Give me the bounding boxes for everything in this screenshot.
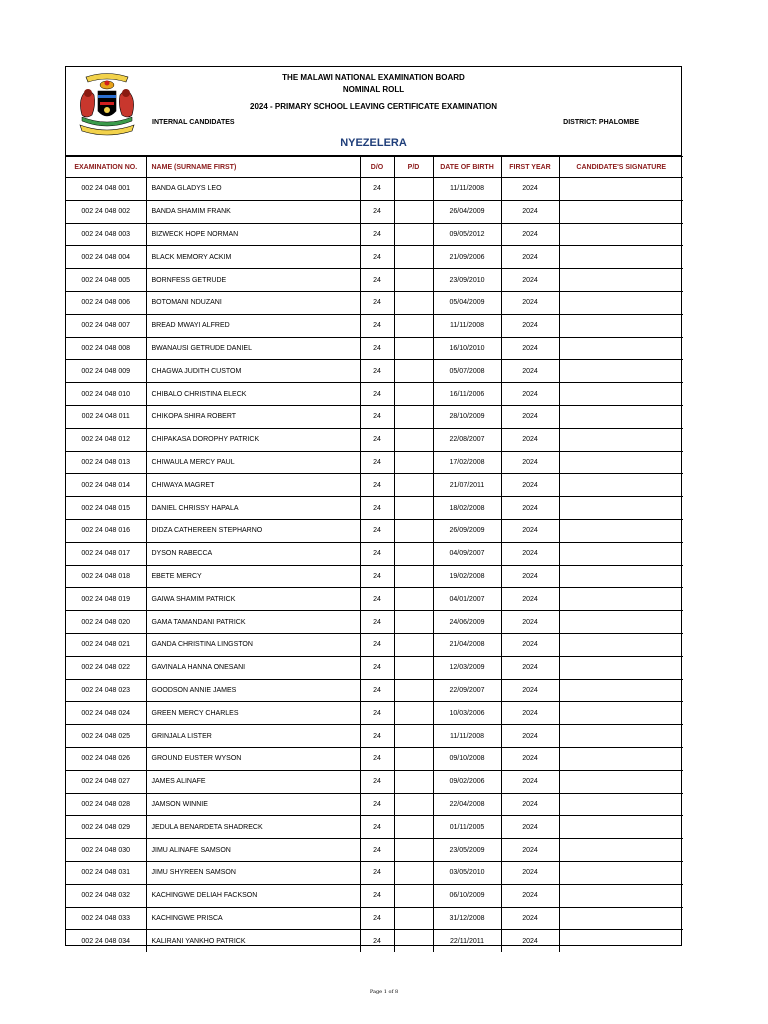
exam-number: 002 24 048 025 (66, 725, 146, 748)
candidate-name: JAMSON WINNIE (146, 793, 360, 816)
date-of-birth: 24/06/2009 (433, 611, 501, 634)
candidate-name: JIMU ALINAFE SAMSON (146, 839, 360, 862)
first-year: 2024 (501, 519, 559, 542)
exam-number: 002 24 048 029 (66, 816, 146, 839)
first-year: 2024 (501, 383, 559, 406)
signature-cell (559, 725, 683, 748)
date-of-birth: 16/11/2006 (433, 383, 501, 406)
table-row (66, 519, 683, 542)
first-year: 2024 (501, 907, 559, 930)
date-of-birth: 21/04/2008 (433, 633, 501, 656)
exam-number: 002 24 048 012 (66, 428, 146, 451)
first-year: 2024 (501, 611, 559, 634)
exam-number: 002 24 048 026 (66, 747, 146, 770)
table-body (66, 178, 683, 953)
date-of-birth: 23/09/2010 (433, 269, 501, 292)
signature-cell (559, 702, 683, 725)
first-year: 2024 (501, 428, 559, 451)
do-value: 24 (360, 656, 394, 679)
first-year: 2024 (501, 451, 559, 474)
candidate-name: DIDZA CATHEREEN STEPHARNO (146, 519, 360, 542)
exam-number: 002 24 048 034 (66, 930, 146, 952)
signature-cell (559, 930, 683, 952)
do-value: 24 (360, 542, 394, 565)
candidate-name: GANDA CHRISTINA LINGSTON (146, 633, 360, 656)
pd-value (394, 451, 433, 474)
date-of-birth: 09/02/2006 (433, 770, 501, 793)
date-of-birth: 05/07/2008 (433, 360, 501, 383)
table-row (66, 588, 683, 611)
table-row (66, 246, 683, 269)
candidate-name: CHIPAKASA DOROPHY PATRICK (146, 428, 360, 451)
pd-value (394, 542, 433, 565)
candidates-table (66, 156, 683, 952)
candidate-name: BANDA SHAMIM FRANK (146, 200, 360, 223)
date-of-birth: 18/02/2008 (433, 497, 501, 520)
pd-value (394, 246, 433, 269)
pd-value (394, 588, 433, 611)
centre-name: NYEZELERA (340, 137, 407, 149)
pd-value (394, 565, 433, 588)
table-row (66, 291, 683, 314)
pd-value (394, 907, 433, 930)
signature-cell (559, 656, 683, 679)
do-value: 24 (360, 451, 394, 474)
exam-number: 002 24 048 002 (66, 200, 146, 223)
table-row (66, 611, 683, 634)
table-row (66, 816, 683, 839)
candidate-name: JIMU SHYREEN SAMSON (146, 861, 360, 884)
date-of-birth: 26/09/2009 (433, 519, 501, 542)
do-value: 24 (360, 725, 394, 748)
candidate-name: GAVINALA HANNA ONESANI (146, 656, 360, 679)
exam-number: 002 24 048 005 (66, 269, 146, 292)
do-value: 24 (360, 200, 394, 223)
table-row (66, 702, 683, 725)
signature-cell (559, 200, 683, 223)
first-year: 2024 (501, 200, 559, 223)
candidate-name: BWANAUSI GETRUDE DANIEL (146, 337, 360, 360)
exam-number: 002 24 048 018 (66, 565, 146, 588)
signature-cell (559, 861, 683, 884)
do-value: 24 (360, 884, 394, 907)
pd-value (394, 656, 433, 679)
col-exam-no: EXAMINATION NO. (66, 157, 146, 178)
first-year: 2024 (501, 702, 559, 725)
pd-value (394, 519, 433, 542)
do-value: 24 (360, 405, 394, 428)
signature-cell (559, 770, 683, 793)
exam-number: 002 24 048 011 (66, 405, 146, 428)
first-year: 2024 (501, 930, 559, 952)
signature-cell (559, 565, 683, 588)
do-value: 24 (360, 519, 394, 542)
table-row (66, 679, 683, 702)
date-of-birth: 12/03/2009 (433, 656, 501, 679)
date-of-birth: 22/04/2008 (433, 793, 501, 816)
first-year: 2024 (501, 839, 559, 862)
table-row (66, 542, 683, 565)
date-of-birth: 28/10/2009 (433, 405, 501, 428)
exam-number: 002 24 048 023 (66, 679, 146, 702)
candidate-name: CHIWAYA MAGRET (146, 474, 360, 497)
table-row (66, 178, 683, 201)
exam-number: 002 24 048 022 (66, 656, 146, 679)
table-row (66, 428, 683, 451)
col-first-year: FIRST YEAR (501, 157, 559, 178)
exam-number: 002 24 048 013 (66, 451, 146, 474)
do-value: 24 (360, 246, 394, 269)
table-row (66, 565, 683, 588)
signature-cell (559, 816, 683, 839)
signature-cell (559, 588, 683, 611)
table-row (66, 930, 683, 952)
col-dob: DATE OF BIRTH (433, 157, 501, 178)
date-of-birth: 21/09/2006 (433, 246, 501, 269)
table-row (66, 839, 683, 862)
do-value: 24 (360, 588, 394, 611)
pd-value (394, 611, 433, 634)
exam-number: 002 24 048 014 (66, 474, 146, 497)
do-value: 24 (360, 793, 394, 816)
candidate-name: CHAGWA JUDITH CUSTOM (146, 360, 360, 383)
exam-number: 002 24 048 020 (66, 611, 146, 634)
table-row (66, 337, 683, 360)
signature-cell (559, 679, 683, 702)
document-header (66, 67, 681, 156)
pd-value (394, 223, 433, 246)
candidate-type: INTERNAL CANDIDATES (152, 119, 235, 126)
first-year: 2024 (501, 747, 559, 770)
pd-value (394, 314, 433, 337)
candidate-name: KALIRANI YANKHO PATRICK (146, 930, 360, 952)
first-year: 2024 (501, 314, 559, 337)
first-year: 2024 (501, 497, 559, 520)
signature-cell (559, 405, 683, 428)
exam-number: 002 24 048 030 (66, 839, 146, 862)
do-value: 24 (360, 861, 394, 884)
candidate-name: KACHINGWE DELIAH FACKSON (146, 884, 360, 907)
table-row (66, 474, 683, 497)
do-value: 24 (360, 360, 394, 383)
signature-cell (559, 314, 683, 337)
do-value: 24 (360, 269, 394, 292)
date-of-birth: 06/10/2009 (433, 884, 501, 907)
first-year: 2024 (501, 291, 559, 314)
first-year: 2024 (501, 633, 559, 656)
pd-value (394, 474, 433, 497)
date-of-birth: 23/05/2009 (433, 839, 501, 862)
exam-number: 002 24 048 010 (66, 383, 146, 406)
do-value: 24 (360, 178, 394, 201)
pd-value (394, 383, 433, 406)
date-of-birth: 09/10/2008 (433, 747, 501, 770)
pd-value (394, 702, 433, 725)
candidate-name: GRINJALA LISTER (146, 725, 360, 748)
signature-cell (559, 907, 683, 930)
table-row (66, 747, 683, 770)
first-year: 2024 (501, 542, 559, 565)
table-row (66, 497, 683, 520)
table-row (66, 725, 683, 748)
first-year: 2024 (501, 588, 559, 611)
pd-value (394, 930, 433, 952)
first-year: 2024 (501, 269, 559, 292)
table-row (66, 884, 683, 907)
exam-number: 002 24 048 007 (66, 314, 146, 337)
exam-number: 002 24 048 006 (66, 291, 146, 314)
do-value: 24 (360, 291, 394, 314)
signature-cell (559, 474, 683, 497)
pd-value (394, 291, 433, 314)
signature-cell (559, 428, 683, 451)
exam-number: 002 24 048 031 (66, 861, 146, 884)
exam-number: 002 24 048 004 (66, 246, 146, 269)
date-of-birth: 22/11/2011 (433, 930, 501, 952)
candidate-name: CHIWAULA MERCY PAUL (146, 451, 360, 474)
table-row (66, 269, 683, 292)
exam-number: 002 24 048 015 (66, 497, 146, 520)
col-pd: P/D (394, 157, 433, 178)
candidate-name: GREEN MERCY CHARLES (146, 702, 360, 725)
exam-number: 002 24 048 016 (66, 519, 146, 542)
date-of-birth: 11/11/2008 (433, 314, 501, 337)
signature-cell (559, 633, 683, 656)
candidate-name: GOODSON ANNIE JAMES (146, 679, 360, 702)
exam-number: 002 24 048 028 (66, 793, 146, 816)
col-signature: CANDIDATE'S SIGNATURE (559, 157, 683, 178)
pd-value (394, 861, 433, 884)
date-of-birth: 11/11/2008 (433, 725, 501, 748)
signature-cell (559, 451, 683, 474)
candidate-name: KACHINGWE PRISCA (146, 907, 360, 930)
date-of-birth: 05/04/2009 (433, 291, 501, 314)
do-value: 24 (360, 497, 394, 520)
candidate-name: GAMA TAMANDANI PATRICK (146, 611, 360, 634)
exam-number: 002 24 048 033 (66, 907, 146, 930)
page-footer: Page 1 of 8 (369, 989, 399, 995)
date-of-birth: 21/07/2011 (433, 474, 501, 497)
signature-cell (559, 839, 683, 862)
exam-number: 002 24 048 019 (66, 588, 146, 611)
table-row (66, 314, 683, 337)
pd-value (394, 360, 433, 383)
candidate-name: JAMES ALINAFE (146, 770, 360, 793)
candidate-name: BREAD MWAYI ALFRED (146, 314, 360, 337)
pd-value (394, 747, 433, 770)
date-of-birth: 19/02/2008 (433, 565, 501, 588)
pd-value (394, 770, 433, 793)
district-label: DISTRICT: PHALOMBE (563, 119, 639, 126)
date-of-birth: 22/09/2007 (433, 679, 501, 702)
pd-value (394, 725, 433, 748)
do-value: 24 (360, 770, 394, 793)
exam-number: 002 24 048 027 (66, 770, 146, 793)
first-year: 2024 (501, 405, 559, 428)
exam-number: 002 24 048 001 (66, 178, 146, 201)
candidate-name: CHIKOPA SHIRA ROBERT (146, 405, 360, 428)
signature-cell (559, 246, 683, 269)
first-year: 2024 (501, 474, 559, 497)
signature-cell (559, 793, 683, 816)
table-row (66, 405, 683, 428)
do-value: 24 (360, 565, 394, 588)
signature-cell (559, 269, 683, 292)
do-value: 24 (360, 702, 394, 725)
table-row (66, 656, 683, 679)
date-of-birth: 04/01/2007 (433, 588, 501, 611)
do-value: 24 (360, 337, 394, 360)
signature-cell (559, 383, 683, 406)
date-of-birth: 03/05/2010 (433, 861, 501, 884)
date-of-birth: 11/11/2008 (433, 178, 501, 201)
pd-value (394, 679, 433, 702)
do-value: 24 (360, 611, 394, 634)
first-year: 2024 (501, 656, 559, 679)
candidate-name: BOTOMANI NDUZANI (146, 291, 360, 314)
signature-cell (559, 178, 683, 201)
exam-number: 002 24 048 003 (66, 223, 146, 246)
pd-value (394, 428, 433, 451)
signature-cell (559, 611, 683, 634)
date-of-birth: 09/05/2012 (433, 223, 501, 246)
first-year: 2024 (501, 246, 559, 269)
first-year: 2024 (501, 861, 559, 884)
do-value: 24 (360, 223, 394, 246)
pd-value (394, 405, 433, 428)
pd-value (394, 816, 433, 839)
table-row (66, 223, 683, 246)
do-value: 24 (360, 474, 394, 497)
signature-cell (559, 337, 683, 360)
candidate-name: BLACK MEMORY ACKIM (146, 246, 360, 269)
col-name: NAME (SURNAME FIRST) (146, 157, 360, 178)
date-of-birth: 01/11/2005 (433, 816, 501, 839)
table-row (66, 770, 683, 793)
first-year: 2024 (501, 223, 559, 246)
exam-number: 002 24 048 032 (66, 884, 146, 907)
do-value: 24 (360, 816, 394, 839)
exam-number: 002 24 048 009 (66, 360, 146, 383)
pd-value (394, 337, 433, 360)
table-row (66, 861, 683, 884)
candidate-name: JEDULA BENARDETA SHADRECK (146, 816, 360, 839)
exam-number: 002 24 048 021 (66, 633, 146, 656)
date-of-birth: 10/03/2006 (433, 702, 501, 725)
pd-value (394, 200, 433, 223)
first-year: 2024 (501, 337, 559, 360)
first-year: 2024 (501, 770, 559, 793)
date-of-birth: 04/09/2007 (433, 542, 501, 565)
first-year: 2024 (501, 565, 559, 588)
candidate-name: BORNFESS GETRUDE (146, 269, 360, 292)
date-of-birth: 22/08/2007 (433, 428, 501, 451)
candidate-name: GROUND EUSTER WYSON (146, 747, 360, 770)
do-value: 24 (360, 314, 394, 337)
candidate-name: EBETE MERCY (146, 565, 360, 588)
table-row (66, 633, 683, 656)
do-value: 24 (360, 383, 394, 406)
signature-cell (559, 291, 683, 314)
signature-cell (559, 360, 683, 383)
document-title: NOMINAL ROLL (342, 85, 405, 94)
first-year: 2024 (501, 178, 559, 201)
do-value: 24 (360, 428, 394, 451)
exam-title: 2024 - PRIMARY SCHOOL LEAVING CERTIFICATE EXAMINATION (250, 102, 497, 111)
table-row (66, 200, 683, 223)
do-value: 24 (360, 930, 394, 952)
do-value: 24 (360, 679, 394, 702)
candidate-name: BIZWECK HOPE NORMAN (146, 223, 360, 246)
pd-value (394, 497, 433, 520)
signature-cell (559, 519, 683, 542)
first-year: 2024 (501, 679, 559, 702)
first-year: 2024 (501, 884, 559, 907)
pd-value (394, 269, 433, 292)
do-value: 24 (360, 633, 394, 656)
table-header-row (66, 157, 683, 178)
table-row (66, 383, 683, 406)
pd-value (394, 884, 433, 907)
table-row (66, 451, 683, 474)
table-row (66, 907, 683, 930)
candidate-name: DANIEL CHRISSY HAPALA (146, 497, 360, 520)
date-of-birth: 17/02/2008 (433, 451, 501, 474)
pd-value (394, 839, 433, 862)
do-value: 24 (360, 747, 394, 770)
board-title: THE MALAWI NATIONAL EXAMINATION BOARD (282, 73, 465, 82)
candidate-name: CHIBALO CHRISTINA ELECK (146, 383, 360, 406)
col-do: D/O (360, 157, 394, 178)
signature-cell (559, 497, 683, 520)
candidate-name: BANDA GLADYS LEO (146, 178, 360, 201)
candidate-name: DYSON RABECCA (146, 542, 360, 565)
first-year: 2024 (501, 816, 559, 839)
signature-cell (559, 542, 683, 565)
signature-cell (559, 747, 683, 770)
exam-number: 002 24 048 024 (66, 702, 146, 725)
do-value: 24 (360, 839, 394, 862)
exam-number: 002 24 048 008 (66, 337, 146, 360)
exam-number: 002 24 048 017 (66, 542, 146, 565)
first-year: 2024 (501, 360, 559, 383)
first-year: 2024 (501, 725, 559, 748)
first-year: 2024 (501, 793, 559, 816)
pd-value (394, 793, 433, 816)
signature-cell (559, 223, 683, 246)
candidate-name: GAIWA SHAMIM PATRICK (146, 588, 360, 611)
nominal-roll-sheet (65, 66, 682, 946)
signature-cell (559, 884, 683, 907)
pd-value (394, 633, 433, 656)
date-of-birth: 16/10/2010 (433, 337, 501, 360)
pd-value (394, 178, 433, 201)
table-row (66, 360, 683, 383)
do-value: 24 (360, 907, 394, 930)
date-of-birth: 31/12/2008 (433, 907, 501, 930)
table-row (66, 793, 683, 816)
date-of-birth: 26/04/2009 (433, 200, 501, 223)
